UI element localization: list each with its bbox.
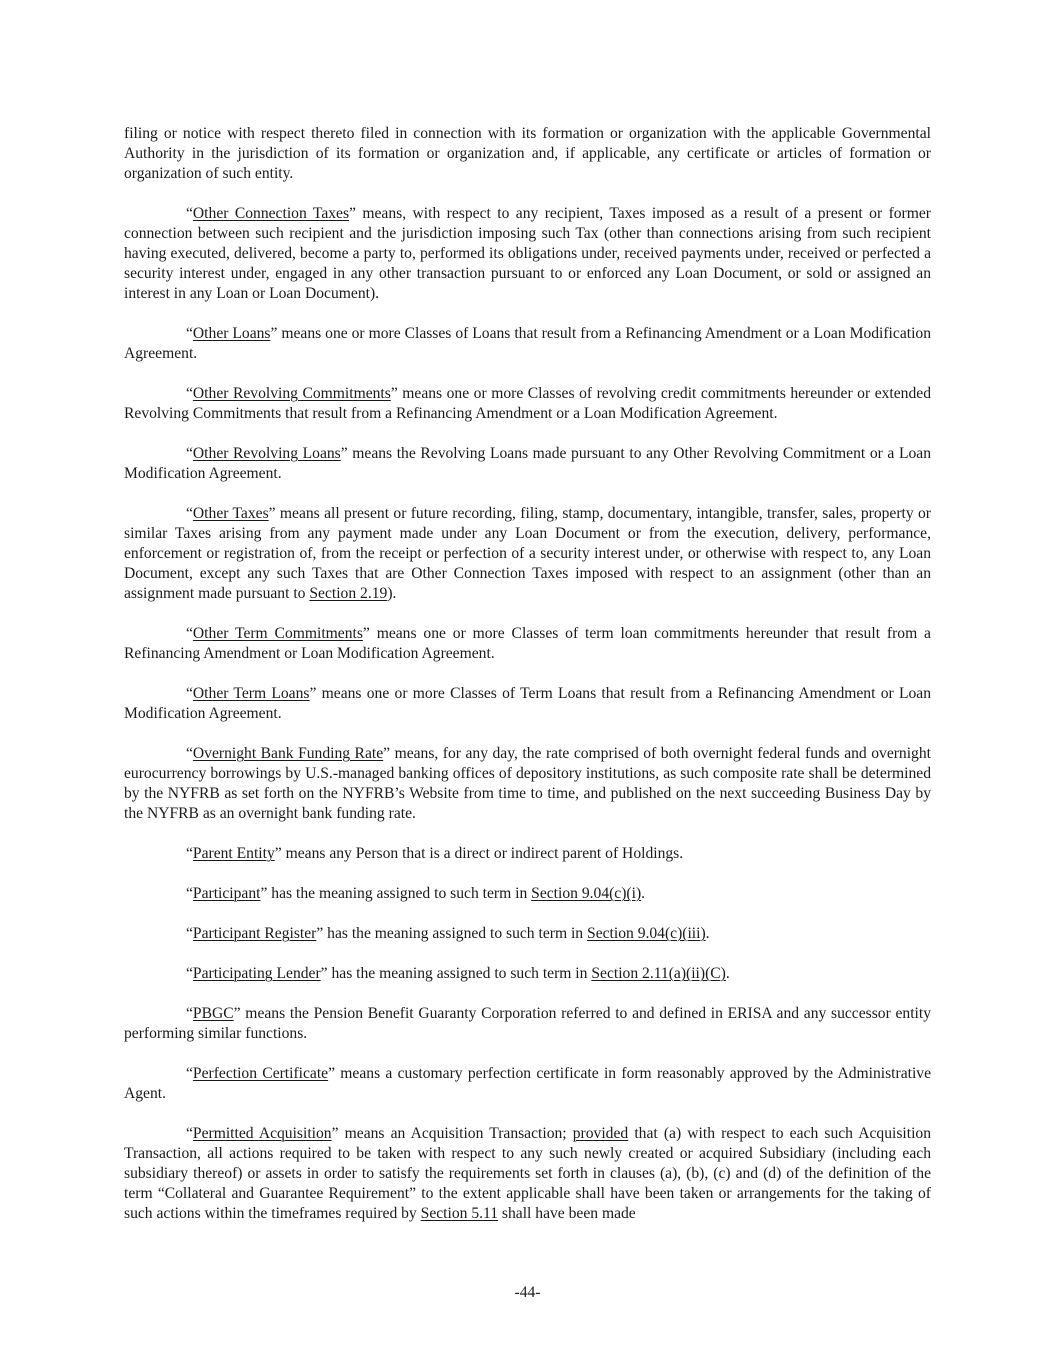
definition-participant-register [124,924,931,944]
definition-text: ” has the meaning assigned to such term in [320,965,592,982]
defined-term: Participant [192,885,261,902]
open-quote: “ [186,1005,193,1022]
definition-participant [124,884,931,904]
section-reference: Section 9.04(c)(i) [531,885,642,902]
open-quote: “ [186,965,193,982]
page-number: -44- [514,1284,541,1301]
defined-term: Participating Lender [192,965,321,982]
definition-text: ” means one or more Classes of term loan commitments hereunder that result from a Refinancing Amendment or Loan Modification Agreement. [124,625,931,662]
definition-text: ” means the Revolving Loans made pursuant to any Other Revolving Commitment or a Loan Modification Agreement. [124,445,931,482]
section-reference: Section 2.11(a)(ii)(C) [591,965,726,982]
open-quote: “ [186,1125,193,1142]
definition-overnight-bank-funding-rate [124,744,931,824]
definition-pbgc [124,1004,931,1044]
defined-term: Other Term Loans [192,685,310,702]
open-quote: “ [186,505,193,522]
defined-term: Other Revolving Loans [192,445,341,462]
definition-other-revolving-loans [124,444,931,484]
defined-term: Participant Register [192,925,317,942]
definition-text: . [705,925,710,942]
definition-text: shall have been made [498,1205,636,1222]
definition-participating-lender [124,964,931,984]
open-quote: “ [186,445,193,462]
defined-term: Parent Entity [192,845,275,862]
definition-parent-entity [124,844,931,864]
definition-text: ” means, with respect to any recipient, Taxes imposed as a result of a present or former connection between such recipient and the jurisdiction imposing such Tax (other than connections arising from such recipient having executed, delivered, become a party to, performed its obligations under, received payments under, received or perfected a security interest under, engaged in any other transaction pursuant to or enforced any Loan Document, or sold or assigned an interest in any Loan or Loan Document). [124,205,931,302]
open-quote: “ [186,685,193,702]
defined-term: Other Term Commitments [192,625,363,642]
defined-term: Other Revolving Commitments [192,385,391,402]
section-reference: Section 5.11 [420,1205,499,1222]
document-body [124,124,931,1244]
paragraph-text: filing or notice with respect thereto filed in connection with its formation or organization with the applicable Governmental Authority in the jurisdiction of its formation or organization and, if applicable, any certificate or articles of formation or organization of such entity. [124,125,931,182]
definition-text: ” has the meaning assigned to such term in [260,885,532,902]
definition-other-term-loans [124,684,931,724]
defined-term: PBGC [192,1005,234,1022]
open-quote: “ [186,1065,193,1082]
open-quote: “ [186,885,193,902]
definition-text: ” means a customary perfection certificate in form reasonably approved by the Administrative Agent. [124,1065,932,1102]
open-quote: “ [186,745,193,762]
definition-text: ” means an Acquisition Transaction; [331,1125,573,1142]
definition-text: ” means one or more Classes of Loans that result from a Refinancing Amendment or a Loan Modification Agreement. [124,325,931,362]
open-quote: “ [186,625,193,642]
definition-text: ” means all present or future recording, filing, stamp, documentary, intangible, transfer, sales, property or similar Taxes arising from any payment made under any Loan Document or from the execution, delivery, performance, enforcement or registration of, from the receipt or perfection of a security interest under, or otherwise with respect to, any Loan Document, except any such Taxes that are Other Connection Taxes imposed with respect to an assignment (other than an assignment made pursuant to [124,505,931,602]
defined-term: Permitted Acquisition [192,1125,332,1142]
open-quote: “ [186,845,193,862]
defined-term: Perfection Certificate [192,1065,329,1082]
definition-text: ” has the meaning assigned to such term in [316,925,588,942]
definition-other-loans [124,324,931,364]
definition-text: ” means one or more Classes of Term Loans that result from a Refinancing Amendment or Loan Modification Agreement. [124,685,931,722]
section-reference: Section 9.04(c)(iii) [587,925,706,942]
definition-text: ” means, for any day, the rate comprised of both overnight federal funds and overnight eurocurrency borrowings by U.S.-managed banking offices of depository institutions, as such composite rate shall be determined by the NYFRB as set forth on the NYFRB’s Website from time to time, and published on the next succeeding Business Day by the NYFRB as an overnight bank funding rate. [124,745,931,822]
open-quote: “ [186,385,193,402]
definition-text: . [641,885,646,902]
definition-other-revolving-commitments [124,384,931,424]
definition-other-taxes [124,504,931,604]
defined-term: Other Taxes [192,505,269,522]
definition-permitted-acquisition [124,1124,931,1224]
open-quote: “ [186,205,193,222]
open-quote: “ [186,925,193,942]
definition-text: ” means one or more Classes of revolving credit commitments hereunder or extended Revolving Commitments that result from a Refinancing Amendment or a Loan Modification Agreement. [124,385,931,422]
provided-term: provided [572,1125,629,1142]
paragraph-continuation [124,124,931,184]
definition-other-connection-taxes [124,204,931,304]
definition-perfection-certificate [124,1064,931,1104]
open-quote: “ [186,325,193,342]
definition-text: ). [387,585,397,602]
defined-term: Other Loans [192,325,271,342]
definition-other-term-commitments [124,624,931,664]
section-reference: Section 2.19 [309,585,388,602]
defined-term: Other Connection Taxes [192,205,350,222]
definition-text: that (a) with respect to each such Acquisition Transaction, all actions required to be taken with respect to any such newly created or acquired Subsidiary (including each subsidiary thereof) or assets in order to satisfy the requirements set forth in clauses (a), (b), (c) and (d) of the definition of the term “Collateral and Guarantee Requirement” to the extent applicable shall have been taken or arrangements for the taking of such actions within the timeframes required by [124,1125,931,1222]
definition-text: . [725,965,730,982]
definition-text: ” means the Pension Benefit Guaranty Corporation referred to and defined in ERISA and any successor entity performing similar functions. [124,1005,931,1042]
defined-term: Overnight Bank Funding Rate [192,745,384,762]
definition-text: ” means any Person that is a direct or indirect parent of Holdings. [274,845,684,862]
